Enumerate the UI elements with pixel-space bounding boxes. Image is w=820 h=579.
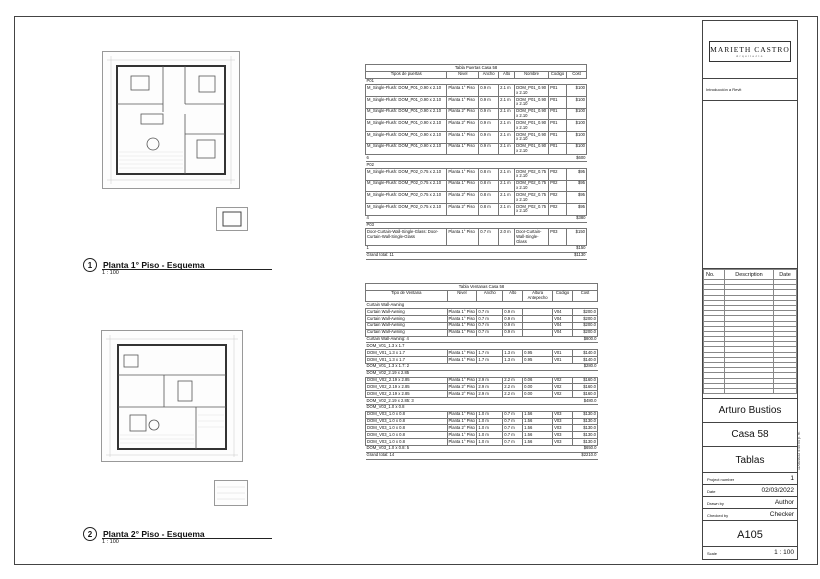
view-title-line	[102, 538, 272, 539]
owner-name: Arturo Bustios	[718, 405, 782, 416]
group-count: DOM_V01_1.3 x 1.7: 2	[366, 363, 573, 370]
table-cell: 1.0 m	[477, 425, 503, 432]
table-row	[366, 322, 598, 329]
table-cell: Planta 1° Piso	[448, 411, 475, 417]
table-row	[366, 108, 587, 120]
table-cell: 0.8 m	[479, 180, 499, 192]
table-row	[366, 309, 598, 316]
windows-schedule	[365, 283, 598, 460]
table-cell: $100	[567, 120, 587, 132]
table-cell: 1.56	[523, 425, 553, 432]
table-cell: Door-Curtain-Wall-Single-Glass: Door-Curtain-Wall-Single-Glass	[366, 229, 447, 245]
table-cell: Planta 1° Piso	[448, 438, 475, 444]
group-count: 4	[366, 215, 567, 222]
table-cell: 0.7 m	[503, 425, 523, 432]
table-cell: P01	[549, 97, 567, 109]
table-cell: 0.9 m	[479, 132, 499, 144]
table-cell: Planta 1° Piso	[448, 329, 475, 335]
project-number-row	[703, 473, 797, 485]
group-count: Curtain Wall-Awning: 4	[366, 336, 573, 343]
table-cell: 1.56	[523, 411, 553, 418]
print-timestamp: 11/05/2022 4:45:54 p. m.	[797, 431, 801, 470]
table-cell: $100	[567, 85, 587, 97]
grand-total: $2210.0	[573, 452, 598, 459]
table-row	[366, 329, 598, 336]
scale-label: Scale	[707, 551, 718, 556]
table-cell: $130.0	[573, 411, 598, 418]
table-cell: M_Single-Flush: DOM_P01_0.90 x 2.10	[366, 85, 447, 97]
plan-detail-box-1	[216, 207, 248, 231]
table-cell: 0.9 m	[479, 143, 499, 155]
table-cell: P02	[549, 192, 567, 204]
table-cell: Curtain Wall-Awning	[366, 329, 448, 336]
table-cell: $200.0	[573, 316, 598, 323]
table-cell: V03	[553, 439, 573, 446]
table-row	[366, 411, 598, 418]
group-subtotal: $480.0	[573, 398, 598, 405]
table-cell: 0.7 m	[477, 309, 503, 316]
table-cell: 0.9 m	[479, 120, 499, 132]
title-block	[702, 20, 798, 560]
column-header: Cost	[567, 71, 587, 78]
table-cell: V04	[553, 322, 573, 329]
table-cell: 1.3 m	[503, 357, 523, 364]
table-cell: 0.7 m	[503, 432, 523, 439]
table-cell: 1.7 m	[477, 350, 503, 357]
group-subtotal: $150	[567, 245, 587, 252]
table-cell: 0.9 m	[479, 97, 499, 109]
table-row	[366, 350, 598, 357]
group-subtotal: $650.0	[573, 445, 598, 452]
sheet-number-cell	[703, 521, 797, 547]
table-cell: $95	[567, 169, 587, 181]
table-cell: $100	[567, 143, 587, 155]
table-cell: DOM_V01_1.3 x 1.7	[366, 350, 448, 357]
table-cell: 2.9 m	[477, 377, 503, 384]
table-row	[366, 418, 598, 425]
table-cell: 0.8 m	[479, 192, 499, 204]
view-name-1: Planta 1° Piso - Esquema	[103, 260, 205, 270]
table-cell: 1.7 m	[477, 357, 503, 364]
table-cell	[523, 329, 553, 336]
group-label: P03	[366, 222, 587, 229]
table-cell: 2.0 m	[499, 229, 515, 245]
table-row	[366, 120, 587, 132]
table-cell: V01	[553, 357, 573, 364]
grand-total-label: Grand total: 14	[366, 452, 573, 459]
table-cell: $140.0	[573, 350, 598, 357]
table-cell	[523, 316, 553, 323]
plan-detail-box-2	[214, 480, 248, 506]
table-cell: Curtain Wall-Awning	[366, 316, 448, 323]
drawn-by-label: Drawn by	[707, 501, 724, 506]
table-cell: $200.0	[573, 329, 598, 336]
table-cell: V03	[553, 418, 573, 425]
sheet-number: A105	[737, 529, 763, 541]
table-cell: $130.0	[573, 432, 598, 439]
rev-header-no: No.	[704, 270, 725, 280]
table-cell: Planta 1° Piso	[447, 85, 479, 97]
table-cell: 0.9 m	[503, 322, 523, 329]
table-cell: DOM_P01_0.90 x 2.10	[515, 120, 549, 132]
table-cell: Planta 1° Piso	[448, 431, 475, 437]
table-cell: DOM_V03_1.0 x 0.8	[366, 411, 448, 418]
table-row	[366, 204, 587, 216]
table-cell: Planta 1° Piso	[448, 356, 475, 362]
column-header: Cost	[573, 290, 598, 302]
group-subtotal: $280.0	[573, 363, 598, 370]
table-cell: $160.0	[573, 384, 598, 391]
project-number-label: Project number	[707, 477, 735, 482]
table-row	[366, 425, 598, 432]
table-row	[366, 132, 587, 144]
table-cell: DOM_V03_1.0 x 0.8	[366, 425, 448, 432]
table-cell: Planta 1° Piso	[447, 169, 479, 181]
table-cell: Curtain Wall-Awning	[366, 309, 448, 316]
table-cell: 2.1 m	[499, 169, 515, 181]
table-cell: DOM_V03_1.0 x 0.8	[366, 439, 448, 446]
table-cell: DOM_P02_0.75 x 2.10	[515, 192, 549, 204]
course-cell	[703, 79, 797, 101]
table-cell: Planta 2° Piso	[448, 383, 475, 389]
table-cell: DOM_V02_2.19 x 2.85	[366, 391, 448, 398]
table-cell: DOM_P02_0.75 x 2.10	[515, 180, 549, 192]
view-scale-2: 1 : 100	[102, 539, 119, 545]
table-cell: V01	[553, 350, 573, 357]
group-label: DOM_V02_2.19 x 2.85	[366, 370, 598, 377]
table-cell: Planta 1° Piso	[447, 229, 479, 245]
table-cell: M_Single-Flush: DOM_P01_0.90 x 2.10	[366, 120, 447, 132]
table-cell: Planta 1° Piso	[448, 418, 475, 424]
table-cell: 2.1 m	[499, 204, 515, 216]
project-number: 1	[790, 475, 794, 482]
table-cell: 2.9 m	[477, 384, 503, 391]
table-cell: Planta 1° Piso	[448, 377, 475, 383]
scale-row	[703, 547, 797, 559]
grand-total-label: Grand total: 11	[366, 252, 567, 259]
firm-subtitle: Arquitecto	[736, 54, 764, 58]
table-cell: V02	[553, 384, 573, 391]
table-cell: $130.0	[573, 418, 598, 425]
table-cell	[523, 309, 553, 316]
table-cell: 0.7 m	[503, 418, 523, 425]
table-cell: 0.9 m	[479, 85, 499, 97]
table-cell: $100	[567, 97, 587, 109]
table-cell: P02	[549, 180, 567, 192]
table-cell: Planta 2° Piso	[447, 120, 479, 132]
drawn-by-value: Author	[774, 499, 794, 506]
table-cell: Planta 2° Piso	[448, 390, 475, 396]
checked-by-value: Checker	[769, 511, 794, 518]
floor-plan-2	[101, 330, 243, 462]
grand-total: $1130	[567, 252, 587, 259]
table-row	[366, 169, 587, 181]
table-cell: DOM_P01_0.90 x 2.10	[515, 143, 549, 155]
table-cell: 1.56	[523, 432, 553, 439]
table-cell: M_Single-Flush: DOM_P02_0.75 x 2.10	[366, 180, 447, 192]
table-cell: 2.1 m	[499, 108, 515, 120]
schedule-title: Tabla Ventanas Casa 58	[366, 284, 598, 291]
date-row	[703, 485, 797, 497]
column-header: Nivel	[447, 71, 479, 78]
column-header: Altura Antepecho	[523, 290, 553, 302]
project-name-cell	[703, 423, 797, 447]
table-row	[366, 192, 587, 204]
table-cell: 0.95	[523, 357, 553, 364]
project-name: Casa 58	[731, 429, 769, 440]
table-cell: V03	[553, 425, 573, 432]
table-cell: M_Single-Flush: DOM_P02_0.75 x 2.10	[366, 204, 447, 216]
revision-row	[704, 388, 797, 393]
date-value: 02/03/2022	[761, 487, 794, 494]
table-cell: DOM_P01_0.90 x 2.10	[515, 97, 549, 109]
table-cell: V02	[553, 377, 573, 384]
table-cell: 2.1 m	[499, 143, 515, 155]
table-cell: 0.8 m	[479, 204, 499, 216]
table-cell: 2.2 m	[503, 384, 523, 391]
table-cell: 0.7 m	[503, 439, 523, 446]
table-cell: DOM_V03_1.0 x 0.8	[366, 418, 448, 425]
table-cell: Planta 1° Piso	[447, 143, 479, 155]
table-cell: P03	[549, 229, 567, 245]
table-cell: $100	[567, 108, 587, 120]
column-header: Codigo	[549, 71, 567, 78]
table-cell: 2.1 m	[499, 180, 515, 192]
table-cell: 1.56	[523, 418, 553, 425]
view-name-2: Planta 2° Piso - Esquema	[103, 529, 205, 539]
scale-value: 1 : 100	[774, 549, 794, 556]
table-cell: $95	[567, 204, 587, 216]
table-cell: 2.1 m	[499, 132, 515, 144]
table-cell: M_Single-Flush: DOM_P02_0.75 x 2.10	[366, 192, 447, 204]
table-cell: Planta 1° Piso	[448, 322, 475, 328]
table-cell: 0.95	[523, 350, 553, 357]
firm-logo-cell	[703, 21, 797, 79]
rev-header-description: Description	[725, 270, 774, 280]
table-cell: Planta 1° Piso	[448, 315, 475, 321]
table-cell: $130.0	[573, 425, 598, 432]
sheet-name-cell	[703, 447, 797, 473]
table-cell: 2.1 m	[499, 192, 515, 204]
group-label: DOM_V03_1.0 x 0.8	[366, 404, 598, 411]
table-cell: 0.06	[523, 377, 553, 384]
table-cell: P01	[549, 85, 567, 97]
owner-cell	[703, 399, 797, 423]
table-cell: 2.2 m	[503, 391, 523, 398]
table-cell: $95	[567, 180, 587, 192]
group-count: 6	[366, 155, 567, 162]
table-row	[366, 377, 598, 384]
table-cell: Planta 1° Piso	[447, 180, 479, 192]
table-cell: 0.9 m	[503, 329, 523, 336]
table-cell: Planta 1° Piso	[447, 132, 479, 144]
group-label: P01	[366, 78, 587, 85]
doors-schedule	[365, 64, 587, 260]
table-cell: 0.7 m	[477, 329, 503, 336]
table-cell: M_Single-Flush: DOM_P01_0.90 x 2.10	[366, 132, 447, 144]
table-cell: $200.0	[573, 322, 598, 329]
checked-by-row	[703, 509, 797, 521]
table-cell: DOM_P02_0.75 x 2.10	[515, 169, 549, 181]
table-cell: P01	[549, 143, 567, 155]
group-count: 1	[366, 245, 567, 252]
column-header: Alto	[499, 71, 515, 78]
table-cell: $150	[567, 229, 587, 245]
table-cell: DOM_P01_0.90 x 2.10	[515, 108, 549, 120]
view-title-line	[102, 269, 272, 270]
column-header: Codigo	[553, 290, 573, 302]
schedule-title: Tabla Puertas Casa 58	[366, 65, 587, 72]
table-row	[366, 143, 587, 155]
column-header: Tipo de Ventana	[366, 290, 448, 302]
table-cell: 2.1 m	[499, 97, 515, 109]
group-count: DOM_V02_2.19 x 2.85: 3	[366, 398, 573, 405]
table-cell: V03	[553, 411, 573, 418]
table-cell: P01	[549, 120, 567, 132]
table-cell: P01	[549, 132, 567, 144]
table-row	[366, 229, 587, 245]
table-cell: Planta 1° Piso	[448, 349, 475, 355]
table-cell: 1.56	[523, 439, 553, 446]
table-cell: Planta 2° Piso	[447, 108, 479, 120]
course-name: Introducción a Revit	[706, 87, 742, 92]
table-cell: V04	[553, 329, 573, 336]
table-cell: DOM_V03_1.0 x 0.8	[366, 432, 448, 439]
table-cell: 0.7 m	[479, 229, 499, 245]
column-header: Ancho	[477, 290, 503, 302]
table-cell: P01	[549, 108, 567, 120]
group-label: P02	[366, 162, 587, 169]
table-cell: 2.1 m	[499, 85, 515, 97]
view-number-2: 2	[83, 527, 97, 541]
group-label: DOM_V01_1.3 x 1.7	[366, 343, 598, 350]
group-subtotal: $600	[567, 155, 587, 162]
table-cell	[523, 322, 553, 329]
table-cell: $200.0	[573, 309, 598, 316]
table-cell: DOM_V01_1.3 x 1.7	[366, 357, 448, 364]
table-cell: 2.9 m	[477, 391, 503, 398]
table-row	[366, 316, 598, 323]
table-cell: $140.0	[573, 357, 598, 364]
table-cell: Planta 1° Piso	[447, 97, 479, 109]
table-cell: DOM_P01_0.90 x 2.10	[515, 85, 549, 97]
revision-block	[703, 269, 797, 399]
group-count: DOM_V03_1.0 x 0.8: 5	[366, 445, 573, 452]
table-cell: Planta 1° Piso	[448, 308, 475, 314]
rev-header-date: Date	[774, 270, 797, 280]
column-header: Nombre	[515, 71, 549, 78]
table-row	[366, 97, 587, 109]
table-cell: 0.9 m	[479, 108, 499, 120]
table-row	[366, 439, 598, 446]
table-cell: 0.00	[523, 384, 553, 391]
table-row	[366, 384, 598, 391]
table-cell: 1.0 m	[477, 411, 503, 418]
table-cell: V04	[553, 316, 573, 323]
table-cell: $130.0	[573, 439, 598, 446]
table-cell: $160.0	[573, 391, 598, 398]
table-cell: $95	[567, 192, 587, 204]
date-label: Date	[707, 489, 716, 494]
firm-name: MARIETH CASTRO	[710, 45, 790, 54]
table-cell: 0.9 m	[503, 316, 523, 323]
table-cell: 0.00	[523, 391, 553, 398]
table-row	[366, 432, 598, 439]
table-row	[366, 357, 598, 364]
table-cell: $160.0	[573, 377, 598, 384]
table-cell: V03	[553, 432, 573, 439]
table-cell: 1.0 m	[477, 418, 503, 425]
table-cell: 0.8 m	[479, 169, 499, 181]
view-scale-1: 1 : 100	[102, 270, 119, 276]
table-cell: V04	[553, 309, 573, 316]
column-header: Tipos de puertas	[366, 71, 447, 78]
table-cell: 0.7 m	[503, 411, 523, 418]
table-cell: 0.7 m	[477, 316, 503, 323]
table-cell: 2.1 m	[499, 120, 515, 132]
table-cell: Planta 2° Piso	[447, 204, 479, 216]
table-row	[366, 180, 587, 192]
checked-by-label: Checked by	[707, 513, 729, 518]
view-number-1: 1	[83, 258, 97, 272]
table-cell: M_Single-Flush: DOM_P02_0.75 x 2.10	[366, 169, 447, 181]
group-subtotal: $380	[567, 215, 587, 222]
table-cell: 0.7 m	[477, 322, 503, 329]
table-cell: 1.0 m	[477, 439, 503, 446]
table-cell: DOM_P02_0.75 x 2.10	[515, 204, 549, 216]
table-cell: V02	[553, 391, 573, 398]
table-cell: 2.2 m	[503, 377, 523, 384]
table-cell: Planta 2° Piso	[448, 424, 475, 430]
column-header: Nivel	[447, 290, 477, 302]
table-cell: DOM_V02_2.19 x 2.85	[366, 384, 448, 391]
table-cell: Curtain Wall-Awning	[366, 322, 448, 329]
column-header: Alto	[503, 290, 523, 302]
table-cell: 0.9 m	[503, 309, 523, 316]
table-cell: P02	[549, 169, 567, 181]
table-cell: 1.3 m	[503, 350, 523, 357]
table-cell: $100	[567, 132, 587, 144]
table-cell: DOM_V02_2.19 x 2.85	[366, 377, 448, 384]
table-row	[366, 391, 598, 398]
revision-table	[703, 269, 797, 394]
table-cell: P02	[549, 204, 567, 216]
group-label: Curtain Wall-Awning	[366, 302, 598, 309]
drawn-by-row	[703, 497, 797, 509]
view-title-1	[83, 258, 205, 276]
table-cell: Door-Curtain-Wall-Single-Glass	[515, 229, 549, 245]
column-header: Ancho	[479, 71, 499, 78]
sheet-name: Tablas	[735, 455, 765, 466]
table-cell: M_Single-Flush: DOM_P01_0.90 x 2.10	[366, 108, 447, 120]
view-title-2	[83, 527, 205, 545]
table-cell: DOM_P01_0.90 x 2.10	[515, 132, 549, 144]
table-cell: 1.0 m	[477, 432, 503, 439]
group-subtotal: $800.0	[573, 336, 598, 343]
floor-plan-1	[102, 51, 240, 189]
table-row	[366, 85, 587, 97]
table-cell: M_Single-Flush: DOM_P01_0.90 x 2.10	[366, 97, 447, 109]
blank-cell	[703, 101, 797, 269]
table-cell: M_Single-Flush: DOM_P01_0.90 x 2.10	[366, 143, 447, 155]
table-cell: Planta 2° Piso	[447, 192, 479, 204]
